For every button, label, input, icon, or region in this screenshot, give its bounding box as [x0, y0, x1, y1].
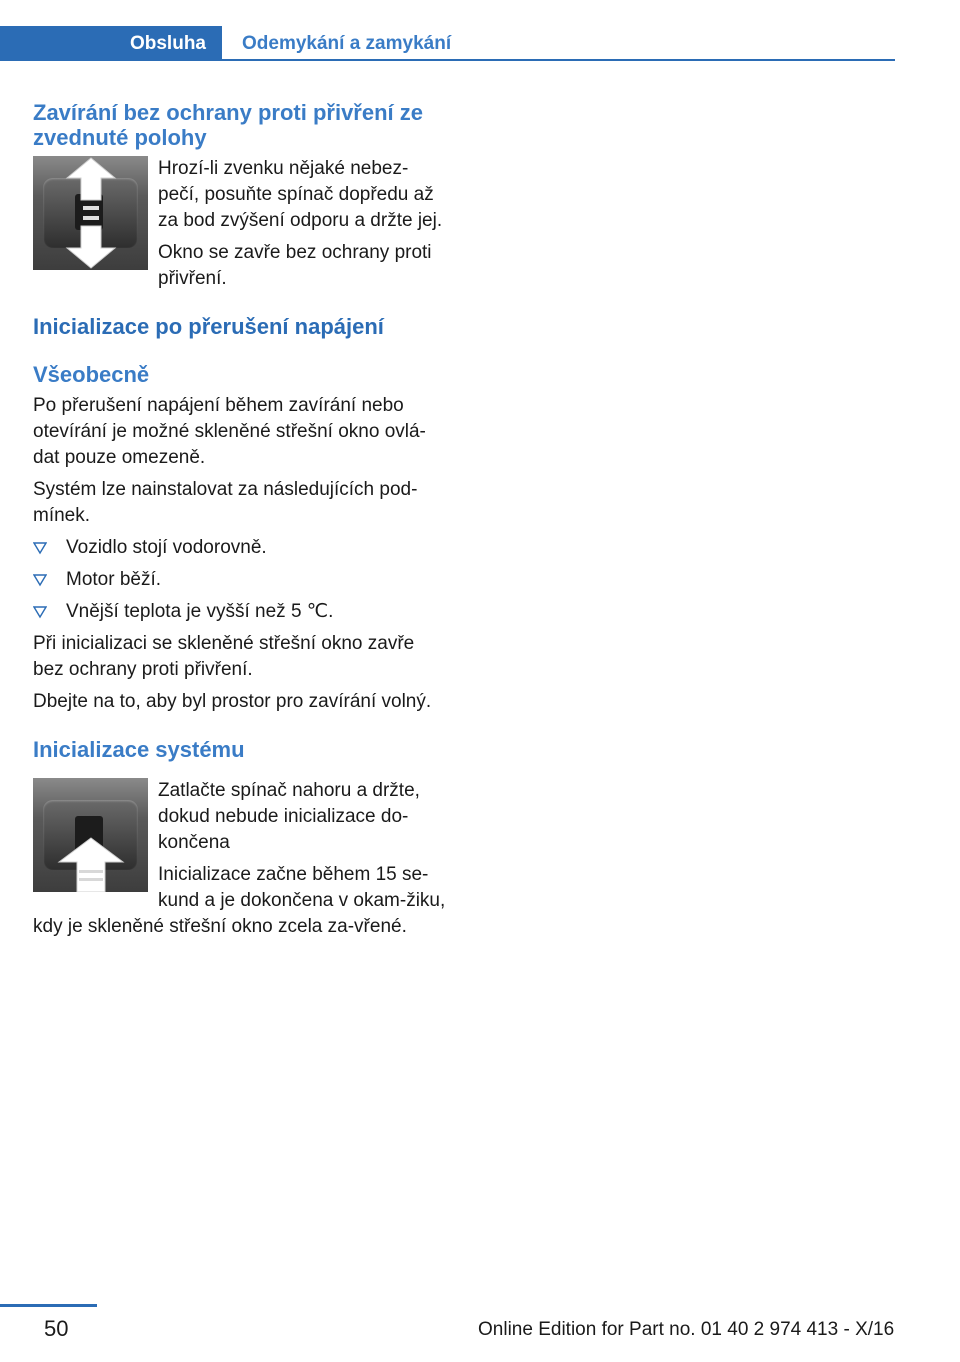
- running-header: [0, 26, 895, 62]
- double-arrow-icon: [33, 156, 148, 270]
- arrow-up-icon: [33, 778, 148, 892]
- switch-push-pull-illustration: [33, 156, 148, 270]
- header-rule: [222, 59, 895, 61]
- list-item-text: Vozidlo stojí vodorovně.: [66, 537, 267, 558]
- triangle-bullet-icon: [33, 605, 47, 619]
- section-title-closing-without-protection: Zavírání bez ochrany proti přivření ze zvednuté polohy: [33, 100, 423, 150]
- page-content: [33, 100, 448, 940]
- paragraph-initialization-closes: Při inicializaci se skleněné střešní okno zavře bez ochrany proti přivření.: [33, 633, 415, 680]
- edition-note: Online Edition for Part no. 01 40 2 974 413 - X/16: [478, 1319, 895, 1340]
- tab-obsluha: Obsluha: [0, 26, 222, 61]
- paragraph-window-closes: Okno se zavře bez ochrany proti přivření.: [158, 242, 432, 289]
- list-item-text: Vnější teplota je vyšší než 5 ℃.: [66, 601, 334, 622]
- triangle-bullet-icon: [33, 573, 47, 587]
- page-number: 50: [44, 1316, 69, 1341]
- paragraph-keep-space-free: Dbejte na to, aby byl prostor pro zavírání volný.: [33, 691, 432, 712]
- tab-odemykani-a-zamykani: Odemykání a zamykání: [242, 33, 452, 54]
- footer-rule: [0, 1304, 97, 1307]
- list-item: [33, 535, 448, 561]
- paragraph-danger-outside: Hrozí-li zvenku nějaké nebez‐pečí, posuňte spínač dopředu až za bod zvýšení odporu a držte jej.: [158, 158, 443, 231]
- section-title-system-initialization: Inicializace systému: [33, 737, 245, 762]
- list-item: [33, 599, 448, 625]
- list-item-text: Motor běží.: [66, 569, 162, 590]
- conditions-list: [33, 535, 448, 625]
- triangle-bullet-icon: [33, 541, 47, 555]
- section-title-general: Všeobecně: [33, 362, 150, 387]
- switch-push-up-illustration: [33, 778, 148, 892]
- paragraph-push-switch-up: Zatlačte spínač nahoru a držte, dokud nebude inicializace do‐končena: [158, 780, 420, 853]
- paragraph-system-conditions: Systém lze nainstalovat za následujících pod‐mínek.: [33, 479, 418, 526]
- paragraph-after-interruption: Po přerušení napájení během zavírání nebo otevírání je možné skleněné střešní okno ovlá‐dat pouze omezeně.: [33, 395, 426, 468]
- paragraph-initialization-time: Inicializace začne během 15 se‐kund a je dokončena v okam‐žiku, kdy je skleněné střešní okno zcela za‐vřené.: [33, 864, 446, 937]
- list-item: [33, 567, 448, 593]
- chapter-title-initialization: Inicializace po přerušení napájení: [33, 314, 384, 339]
